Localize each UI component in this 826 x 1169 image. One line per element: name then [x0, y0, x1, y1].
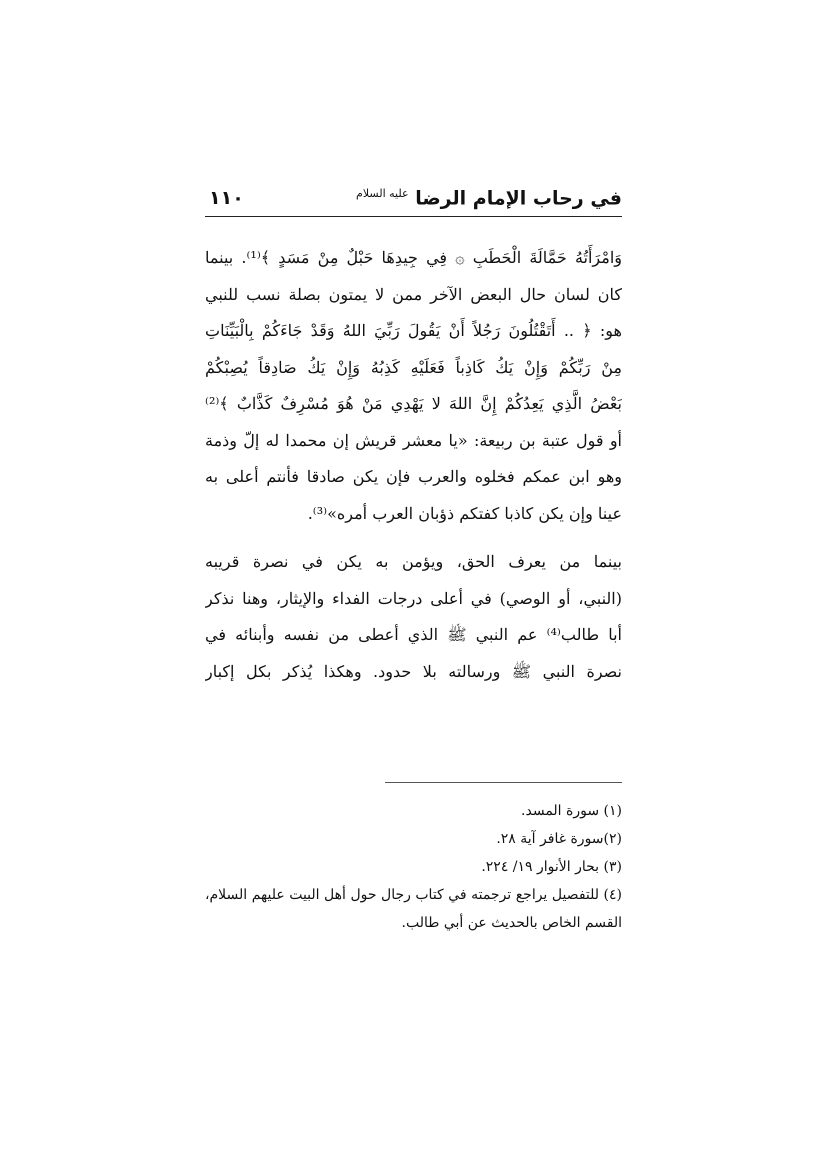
body-text: [205, 240, 622, 690]
body-line: بينما من يعرف الحق، ويؤمن به يكن في نصرة قريبه: [205, 552, 622, 571]
honorific: عليه السلام: [356, 187, 409, 200]
body-line: نصرة النبي ﷺ ورسالته بلا حدود. وهكذا يُذكر بكل إكبار: [205, 661, 622, 681]
footnote-item: القسم الخاص بالحديث عن أبي طالب.: [401, 915, 622, 931]
running-title: [356, 187, 622, 209]
page-header: [205, 183, 622, 217]
paragraph-gap: [205, 532, 622, 544]
footnotes: [205, 797, 622, 937]
footnote-divider: [385, 782, 622, 783]
page-number: ١١٠: [209, 187, 244, 209]
body-line: بَعْضُ الَّذِي يَعِدُكُمْ إِنَّ اللهَ لا يَهْدِي مَنْ هُوَ مُسْرِفٌ كَذَّابٌ ﴾⁽²⁾: [205, 394, 622, 413]
body-line: عينا وإن يكن كاذبا كفتكم ذؤبان العرب أمره»⁽³⁾.: [307, 503, 622, 523]
footnote-item: (٢)سورة غافر آية ٢٨.: [496, 831, 622, 847]
body-line: أو قول عتبة بن ربيعة: «يا معشر قريش إن محمدا له إلّ وذمة: [205, 430, 622, 450]
footnote-item: (١) سورة المسد.: [521, 803, 622, 819]
body-line: أبا طالب⁽⁴⁾ عم النبي ﷺ الذي أعطى من نفسه وأبنائه في: [205, 625, 622, 644]
footnote-item: (٤) للتفصيل يراجع ترجمته في كتاب رجال حول أهل البيت عليهم السلام،: [205, 887, 622, 903]
running-title-text: في رحاب الإمام الرضا: [415, 187, 622, 210]
body-line: هو: ﴿ .. أَتَقْتُلُونَ رَجُلاً أَنْ يَقُولَ رَبِّيَ اللهُ وَقَدْ جَاءَكُمْ بِالْبَيِّنَاتِ: [205, 321, 622, 340]
header-divider: [205, 216, 622, 217]
footnote-item: (٣) بحار الأنوار ١٩/ ٢٢٤.: [481, 859, 622, 875]
body-line: مِنْ رَبِّكُمْ وَإِنْ يَكُ كَاذِباً فَعَلَيْهِ كَذِبُهُ وَإِنْ يَكُ صَادِقاً يُصِبْكُمْ: [205, 357, 622, 377]
body-line: وهو ابن عمكم فخلوه والعرب فإن يكن صادقا فأنتم أعلى به: [205, 467, 622, 486]
body-line: وَامْرَأَتُهُ حَمَّالَةَ الْحَطَبِ ۞ فِي جِيدِهَا حَبْلٌ مِنْ مَسَدٍ ﴾⁽¹⁾. بينما: [205, 248, 622, 267]
body-line: (النبي، أو الوصي) في أعلى درجات الفداء والإيثار، وهنا نذكر: [205, 588, 622, 608]
body-line: كان لسان حال البعض الآخر ممن لا يمتون بصلة نسب للنبي: [205, 284, 622, 304]
